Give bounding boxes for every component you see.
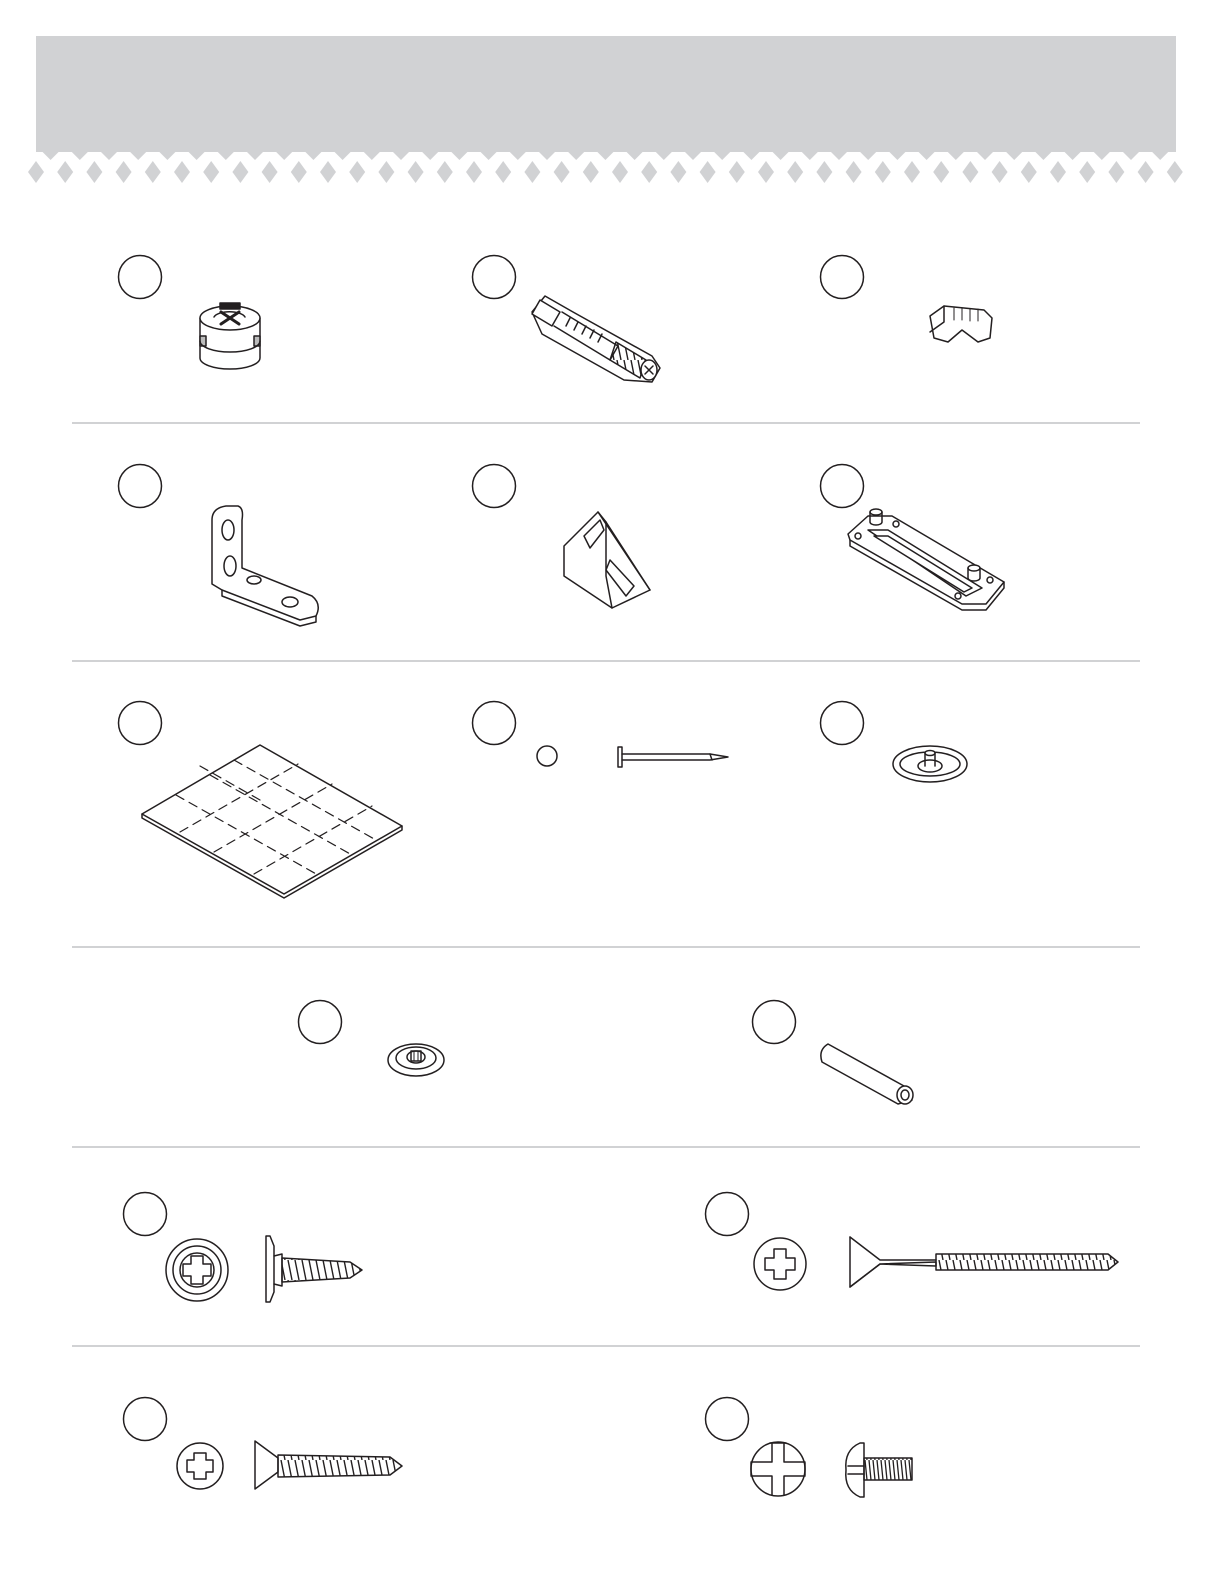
nail-icon (537, 746, 728, 767)
diamond-ornament (962, 161, 978, 183)
part-label-circle (124, 1193, 167, 1236)
band-notch (364, 152, 380, 160)
diamond-ornament (700, 161, 716, 183)
part-cell-13 (706, 1193, 1119, 1291)
part-cell-10 (299, 1001, 445, 1077)
band-notch (451, 152, 467, 160)
diamond-ornament (437, 161, 453, 183)
band-notch (627, 152, 643, 160)
part-cell-3 (821, 256, 993, 343)
diamond-ornament (758, 161, 774, 183)
diamond-ornament (1167, 161, 1183, 183)
diamond-ornament (291, 161, 307, 183)
cam-bolt-icon (532, 296, 660, 382)
diamond-ornament (86, 161, 102, 183)
band-notch (597, 152, 613, 160)
diamond-ornament (904, 161, 920, 183)
band-notch (1035, 152, 1051, 160)
diamond-ornament (641, 161, 657, 183)
part-label-circle (299, 1001, 342, 1044)
diamond-ornament (174, 161, 190, 183)
band-notch (1065, 152, 1081, 160)
diamond-border (28, 152, 1183, 183)
truss-head-bolt-icon (751, 1442, 912, 1497)
diamond-ornament (262, 161, 278, 183)
diamond-ornament (378, 161, 394, 183)
part-cell-12 (124, 1193, 363, 1303)
band-notch (773, 152, 789, 160)
band-notch (393, 152, 409, 160)
diamond-ornament (846, 161, 862, 183)
shelf-clip-icon (930, 306, 992, 342)
diamond-ornament (816, 161, 832, 183)
part-label-circle (821, 702, 864, 745)
l-bracket-icon (212, 506, 318, 626)
part-cell-15 (706, 1398, 913, 1498)
glide-icon (893, 746, 967, 782)
part-cell-5 (473, 465, 651, 609)
band-notch (743, 152, 759, 160)
cap-washer-icon (388, 1044, 444, 1076)
part-label-circle (821, 256, 864, 299)
band-notch (568, 152, 584, 160)
band-notch (539, 152, 555, 160)
band-notch (218, 152, 234, 160)
band-notch (43, 152, 59, 160)
diamond-ornament (583, 161, 599, 183)
band-notch (335, 152, 351, 160)
part-label-circle (473, 702, 516, 745)
diamond-ornament (145, 161, 161, 183)
diamond-ornament (349, 161, 365, 183)
part-cell-1 (119, 256, 261, 370)
part-label-circle (124, 1398, 167, 1441)
band-notch (977, 152, 993, 160)
diamond-ornament (729, 161, 745, 183)
mounting-plate-icon (848, 509, 1004, 610)
band-notch (1123, 152, 1139, 160)
diamond-ornament (524, 161, 540, 183)
part-label-circle (119, 256, 162, 299)
band-notch (1094, 152, 1110, 160)
diamond-ornament (116, 161, 132, 183)
corner-block-icon (564, 512, 650, 608)
diamond-ornament (875, 161, 891, 183)
part-cell-7 (119, 702, 403, 899)
part-label-circle (706, 1193, 749, 1236)
diamond-ornament (28, 161, 44, 183)
part-label-circle (706, 1398, 749, 1441)
band-notch (101, 152, 117, 160)
flat-head-screw-icon (177, 1441, 402, 1489)
band-notch (656, 152, 672, 160)
band-notch (919, 152, 935, 160)
band-notch (860, 152, 876, 160)
diamond-ornament (1079, 161, 1095, 183)
felt-pad-sheet-icon (142, 745, 402, 898)
band-notch (831, 152, 847, 160)
nail-head-view (537, 746, 557, 766)
diamond-ornament (320, 161, 336, 183)
diamond-ornament (670, 161, 686, 183)
diamond-ornament (992, 161, 1008, 183)
diamond-ornament (466, 161, 482, 183)
band-notch (305, 152, 321, 160)
part-label-circle (119, 702, 162, 745)
band-notch (422, 152, 438, 160)
diamond-ornament (232, 161, 248, 183)
band-notch (1152, 152, 1168, 160)
part-cell-14 (124, 1398, 403, 1490)
part-label-circle (119, 465, 162, 508)
long-flat-head-screw-icon (754, 1237, 1118, 1290)
part-cell-11 (753, 1001, 914, 1105)
band-notch (889, 152, 905, 160)
band-notch (72, 152, 88, 160)
band-notch (685, 152, 701, 160)
band-notch (189, 152, 205, 160)
band-notch (510, 152, 526, 160)
diamond-ornament (495, 161, 511, 183)
band-notch (159, 152, 175, 160)
diamond-ornament (203, 161, 219, 183)
band-notch (481, 152, 497, 160)
header-band (28, 36, 1183, 183)
part-label-circle (821, 465, 864, 508)
diamond-ornament (1021, 161, 1037, 183)
part-cell-9 (821, 702, 968, 783)
diamond-ornament (1108, 161, 1124, 183)
diamond-ornament (408, 161, 424, 183)
part-label-circle (473, 256, 516, 299)
part-label-circle (473, 465, 516, 508)
diamond-ornament (787, 161, 803, 183)
band-notch (1006, 152, 1022, 160)
diamond-ornament (1138, 161, 1154, 183)
wood-dowel-icon (821, 1044, 913, 1104)
band-notch (802, 152, 818, 160)
band-notch (714, 152, 730, 160)
diamond-ornament (57, 161, 73, 183)
part-cell-2 (473, 256, 661, 383)
diamond-ornament (1050, 161, 1066, 183)
cam-lock-icon (200, 303, 260, 369)
band-notch (130, 152, 146, 160)
part-cell-6 (821, 465, 1005, 611)
part-label-circle (753, 1001, 796, 1044)
band-notch (247, 152, 263, 160)
part-cell-8 (473, 702, 729, 768)
band-notch (948, 152, 964, 160)
diamond-ornament (933, 161, 949, 183)
band-notch (276, 152, 292, 160)
washer-head-screw-icon (166, 1236, 362, 1302)
part-cell-4 (119, 465, 319, 627)
diamond-ornament (612, 161, 628, 183)
diamond-ornament (554, 161, 570, 183)
